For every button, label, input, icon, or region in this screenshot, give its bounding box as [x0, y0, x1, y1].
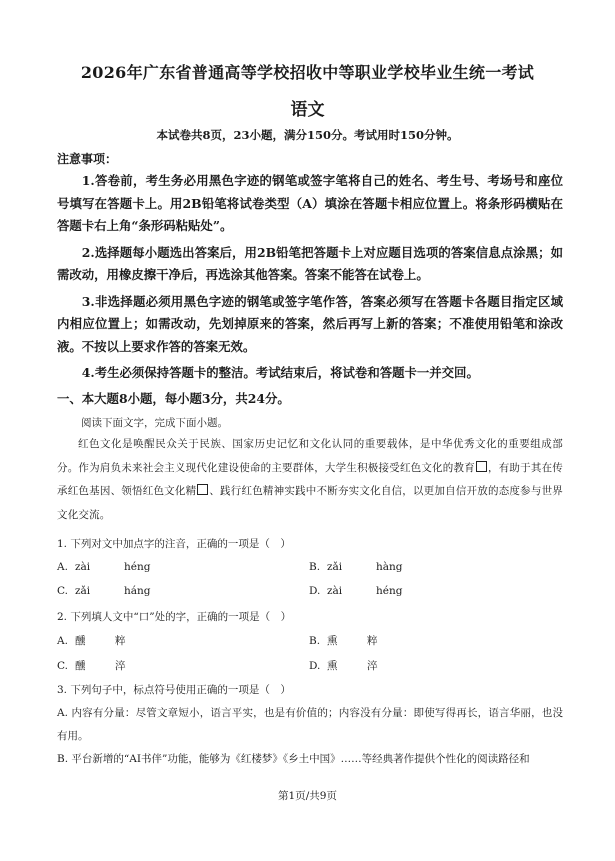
- question-1-stem: 1. 下列对文中加点字的注音，正确的一项是（ ）: [57, 538, 291, 550]
- option-char: 粹: [367, 635, 378, 647]
- q1-option-c[interactable]: [57, 585, 151, 597]
- q1-option-b[interactable]: [309, 561, 403, 573]
- page-footer: 第1页/共9页: [278, 790, 337, 802]
- blank-box-icon: [476, 461, 487, 472]
- option-key: C.: [57, 585, 68, 597]
- option-pinyin: zǎi: [75, 585, 91, 597]
- option-pinyin: zài: [327, 585, 343, 597]
- q2-option-b[interactable]: [309, 633, 378, 648]
- option-pinyin: zǎi: [327, 561, 343, 573]
- reading-instruction: 阅读下面文字，完成下面小题。: [81, 417, 228, 429]
- option-key: D.: [309, 660, 321, 672]
- subject-title: 语文: [290, 100, 325, 120]
- option-char: 粹: [115, 635, 126, 647]
- notice-item: 4.考生必须保持答题卡的整洁。考试结束后，将试卷和答题卡一并交回。: [81, 365, 479, 380]
- option-char: 淬: [367, 660, 378, 672]
- blank-box-icon: [197, 484, 208, 495]
- q1-option-a[interactable]: [57, 561, 151, 573]
- q2-option-c[interactable]: [57, 658, 126, 673]
- passage-text: ，有助于其在传承红色基因、领悟红色文化精: [57, 461, 563, 497]
- option-char: 醺: [75, 660, 86, 672]
- option-pinyin: hàng: [376, 561, 403, 573]
- q2-option-d[interactable]: [309, 658, 378, 673]
- passage-text: 、践行红色精神实践中不断夯实文化自信，以更加自信开放的态度参与世界文化交流。: [57, 485, 563, 521]
- option-key: C.: [57, 660, 68, 672]
- option-key: B.: [309, 635, 321, 647]
- section-heading: 一、本大题8小题，每小题3分，共24分。: [57, 391, 290, 406]
- notice-item: 2.选择题每小题选出答案后，用2B铅笔把答题卡上对应题目选项的答案信息点涂黑；如需改动，用橡皮擦干净后，再选涂其他答案。答案不能答在试卷上。: [57, 244, 563, 282]
- q1-option-d[interactable]: [309, 585, 403, 597]
- option-char: 熏: [327, 660, 338, 672]
- option-pinyin: zài: [75, 561, 91, 573]
- option-char: 醺: [75, 635, 86, 647]
- q3-option-b[interactable]: B. 平台新增的“AI书伴”功能，能够为《红楼梦》《乡土中国》……等经典著作提供个性化的阅读路径和: [57, 753, 530, 765]
- passage-text: 红色文化是唤醒民众关于民族、国家历史记忆和文化认同的重要载体，是中华优秀文化的重要组成部分。作为肩负未来社会主义现代化建设使命的主要群体，大学生积极接受红色文化的教育: [57, 438, 563, 474]
- exam-info: 本试卷共8页，23小题，满分150分。考试用时150分钟。: [156, 128, 459, 142]
- notice-item: 3.非选择题必须用黑色字迹的钢笔或签字笔作答，答案必须写在答题卡各题目指定区域内相应位置上；如需改动，先划掉原来的答案，然后再写上新的答案；不准使用铅笔和涂改液。不按以上要求作答的答案无效。: [57, 293, 563, 354]
- notice-heading: 注意事项：: [57, 152, 118, 166]
- option-pinyin: héng: [124, 561, 151, 573]
- notice-item: 1.答卷前，考生务必用黑色字迹的钢笔或签字笔将自己的姓名、考生号、考场号和座位号填写在答题卡上。用2B铅笔将试卷类型（A）填涂在答题卡相应位置上。将条形码横贴在答题卡右上角“条形码粘贴处”。: [57, 173, 563, 233]
- option-key: A.: [57, 635, 68, 647]
- option-key: A.: [57, 561, 68, 573]
- option-char: 熏: [327, 635, 338, 647]
- q2-option-a[interactable]: [57, 633, 126, 648]
- question-3-stem: 3. 下列句子中，标点符号使用正确的一项是（ ）: [57, 684, 291, 696]
- reading-passage: [57, 433, 563, 527]
- q3-option-a[interactable]: A. 内容有分量：尽管文章短小，语言平实，也是有价值的；内容没有分量：即使写得再长，语言华丽，也没有用。: [57, 707, 563, 742]
- option-key: D.: [309, 585, 321, 597]
- notice-list: [57, 170, 563, 389]
- option-pinyin: háng: [124, 585, 151, 597]
- option-key: B.: [309, 561, 321, 573]
- option-pinyin: héng: [376, 585, 403, 597]
- exam-title: 2026年广东省普通高等学校招收中等职业学校毕业生统一考试: [80, 63, 535, 82]
- option-char: 淬: [115, 660, 126, 672]
- question-2-stem: 2. 下列填人文中“口”处的字，正确的一项是（ ）: [57, 611, 292, 623]
